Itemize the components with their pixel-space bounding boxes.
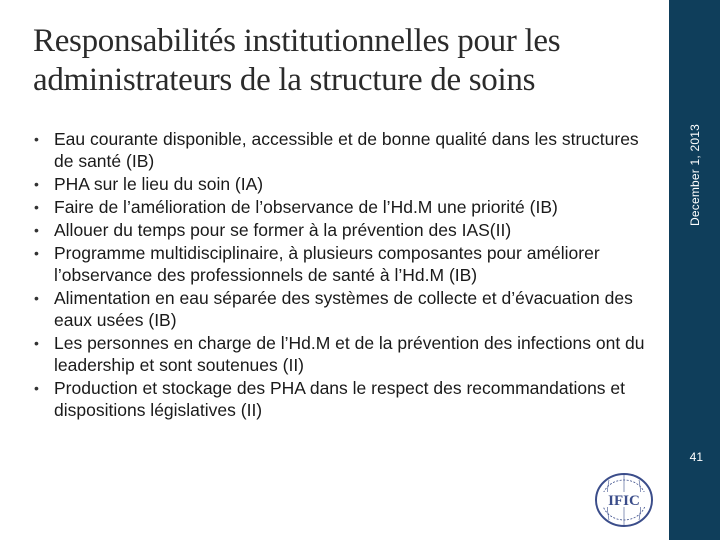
slide-title: Responsabilités institutionnelles pour les administrateurs de la structure de soins (33, 23, 561, 98)
date-text: December 1, 2013 (687, 123, 702, 226)
bullet-text: Les personnes en charge de l’Hd.M et de la prévention des infections ont du leadership et sont soutenues (II) (54, 333, 645, 375)
bullet-text: PHA sur le lieu du soin (IA) (54, 174, 264, 194)
bullet-text: Allouer du temps pour se former à la prévention des IAS(II) (54, 220, 512, 240)
list-item (33, 196, 645, 218)
ific-logo-icon (591, 470, 657, 530)
bullet-icon: • (34, 290, 39, 306)
bullet-text: Programme multidisciplinaire, à plusieurs composantes pour améliorer l’observance des professionnels de santé à l’Hd.M (IB) (54, 243, 600, 285)
bullet-icon: • (34, 335, 39, 351)
bullet-icon: • (34, 176, 39, 192)
list-item (33, 219, 645, 241)
bullet-text: Alimentation en eau séparée des systèmes de collecte et d’évacuation des eaux usées (IB) (54, 288, 633, 330)
list-item (33, 128, 645, 172)
list-item (33, 242, 645, 286)
bullet-text: Faire de l’amélioration de l’observance de l’Hd.M une priorité (IB) (54, 197, 558, 217)
list-item (33, 332, 645, 376)
list-item (33, 287, 645, 331)
page-number: 41 (689, 450, 703, 464)
list-item (33, 173, 645, 195)
bullet-icon: • (34, 222, 39, 238)
bullet-icon: • (34, 245, 39, 261)
bullet-icon: • (34, 380, 39, 396)
bullet-icon: • (34, 199, 39, 215)
bullet-list (33, 128, 645, 422)
logo-text: IFIC (608, 493, 640, 509)
bullet-text: Eau courante disponible, accessible et de bonne qualité dans les structures de santé (IB) (54, 129, 639, 171)
list-item (33, 377, 645, 421)
date-label (669, 112, 720, 237)
bullet-icon: • (34, 131, 39, 147)
bullet-text: Production et stockage des PHA dans le respect des recommandations et dispositions législatives (II) (54, 378, 626, 420)
